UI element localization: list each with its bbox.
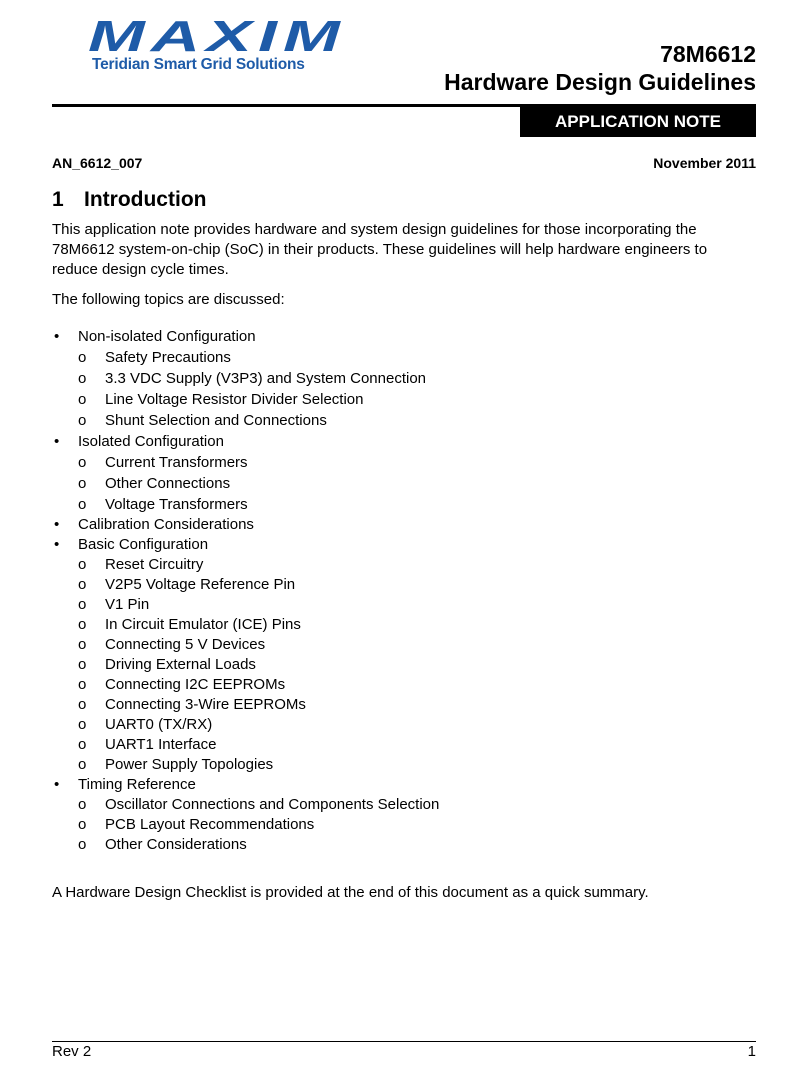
sub-bullet-icon: o (78, 454, 87, 471)
sub-bullet-icon: o (78, 696, 87, 713)
sub-bullet-icon: o (78, 756, 87, 773)
document-title: Hardware Design Guidelines (444, 69, 756, 95)
subtopic-label: PCB Layout Recommendations (105, 816, 315, 833)
topic-item (52, 775, 439, 795)
subtopic-item (52, 452, 439, 473)
subtopic-item (52, 795, 439, 815)
revision-label: Rev 2 (52, 1043, 92, 1060)
sub-bullet-icon: o (78, 716, 87, 733)
subtopic-label: Connecting I2C EEPROMs (105, 676, 286, 693)
subtopic-item (52, 368, 439, 389)
sub-bullet-icon: o (78, 496, 87, 513)
intro-paragraph: This application note provides hardware and system design guidelines for those incorporating the 78M6612 system-on-chip (SoC) in their products. These guidelines will help hardware engineers to reduce design cycle times. (52, 221, 708, 278)
sub-bullet-icon: o (78, 391, 87, 408)
summary-paragraph: A Hardware Design Checklist is provided at the end of this document as a quick summary. (52, 884, 649, 901)
subtopic-label: UART1 Interface (105, 736, 217, 753)
subtopic-label: Shunt Selection and Connections (105, 412, 327, 429)
subtopic-item (52, 473, 439, 494)
section-heading (52, 188, 206, 212)
subtopic-item (52, 410, 439, 431)
sub-bullet-icon: o (78, 636, 87, 653)
subtopic-item (52, 695, 439, 715)
topic-item (52, 515, 439, 535)
sub-bullet-icon: o (78, 475, 87, 492)
page-footer (52, 1043, 756, 1060)
sub-bullet-icon: o (78, 349, 87, 366)
sub-bullet-icon: o (78, 412, 87, 429)
sub-bullet-icon: o (78, 556, 87, 573)
subtopic-label: Connecting 3-Wire EEPROMs (105, 696, 306, 713)
publication-date: November 2011 (653, 155, 756, 171)
topics-lead-paragraph: The following topics are discussed: (52, 291, 285, 308)
logo-wordmark: MAXIM (88, 18, 346, 54)
document-title-block (444, 40, 756, 96)
subtopic-item (52, 347, 439, 368)
subtopic-item (52, 595, 439, 615)
subtopic-label: V2P5 Voltage Reference Pin (105, 576, 296, 593)
application-note-badge: APPLICATION NOTE (520, 107, 756, 137)
subtopic-label: 3.3 VDC Supply (V3P3) and System Connection (105, 370, 426, 387)
section-title: Introduction (84, 188, 207, 211)
subtopic-label: Other Considerations (105, 836, 247, 853)
bullet-icon: • (54, 433, 60, 450)
topic-item (52, 326, 439, 347)
logo-tagline: Teridian Smart Grid Solutions (92, 56, 305, 73)
sub-bullet-icon: o (78, 596, 87, 613)
subtopic-item (52, 389, 439, 410)
subtopic-label: Driving External Loads (105, 656, 256, 673)
document-meta (52, 155, 756, 171)
footer-divider (52, 1041, 756, 1042)
subtopic-label: Power Supply Topologies (105, 756, 274, 773)
sub-bullet-icon: o (78, 656, 87, 673)
subtopic-label: Voltage Transformers (105, 496, 248, 513)
topic-label: Non-isolated Configuration (78, 328, 256, 345)
subtopic-item (52, 635, 439, 655)
topic-label: Basic Configuration (78, 536, 209, 553)
topic-label: Calibration Considerations (78, 516, 254, 533)
subtopic-item (52, 735, 439, 755)
bullet-icon: • (54, 328, 60, 345)
sub-bullet-icon: o (78, 616, 87, 633)
maxim-logo (88, 18, 350, 80)
part-number: 78M6612 (660, 41, 756, 67)
maxim-wordmark-icon (88, 18, 350, 54)
document-id: AN_6612_007 (52, 155, 143, 171)
topic-label: Isolated Configuration (78, 433, 224, 450)
subtopic-label: In Circuit Emulator (ICE) Pins (105, 616, 301, 633)
subtopic-label: UART0 (TX/RX) (105, 716, 213, 733)
page-number: 1 (747, 1043, 756, 1060)
subtopic-item (52, 755, 439, 775)
sub-bullet-icon: o (78, 836, 87, 853)
subtopic-item (52, 575, 439, 595)
subtopic-item (52, 715, 439, 735)
sub-bullet-icon: o (78, 370, 87, 387)
bullet-icon: • (54, 516, 60, 533)
topic-label: Timing Reference (78, 776, 196, 793)
subtopic-label: Current Transformers (105, 454, 248, 471)
bullet-icon: • (54, 776, 60, 793)
subtopic-label: Oscillator Connections and Components Selection (105, 796, 440, 813)
subtopic-label: Line Voltage Resistor Divider Selection (105, 391, 364, 408)
subtopic-item (52, 655, 439, 675)
sub-bullet-icon: o (78, 676, 87, 693)
subtopic-item (52, 815, 439, 835)
bullet-icon: • (54, 536, 60, 553)
subtopic-label: Connecting 5 V Devices (105, 636, 266, 653)
subtopic-label: Other Connections (105, 475, 231, 492)
topic-item (52, 535, 439, 555)
sub-bullet-icon: o (78, 576, 87, 593)
subtopic-item (52, 835, 439, 855)
topics-list (52, 326, 439, 855)
subtopic-label: Safety Precautions (105, 349, 231, 366)
subtopic-item (52, 494, 439, 515)
subtopic-item (52, 675, 439, 695)
sub-bullet-icon: o (78, 816, 87, 833)
section-number: 1 (52, 188, 64, 211)
subtopic-item (52, 555, 439, 575)
sub-bullet-icon: o (78, 796, 87, 813)
topic-item (52, 431, 439, 452)
subtopic-label: V1 Pin (105, 596, 150, 613)
subtopic-item (52, 615, 439, 635)
subtopic-label: Reset Circuitry (105, 556, 204, 573)
sub-bullet-icon: o (78, 736, 87, 753)
